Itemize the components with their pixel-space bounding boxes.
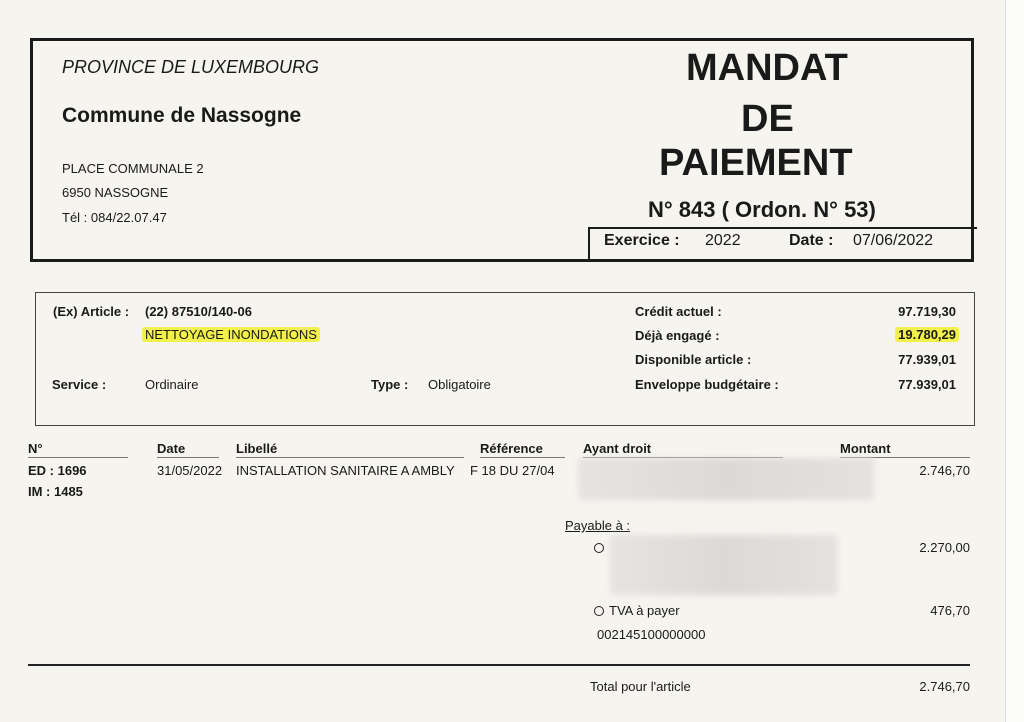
phone-number: Tél : 084/22.07.47 — [62, 210, 167, 225]
row-reference: F 18 DU 27/04 — [470, 463, 555, 478]
col-header-date: Date — [157, 441, 186, 456]
engage-label: Déjà engagé : — [635, 328, 720, 343]
col-header-ayant-droit: Ayant droit — [583, 441, 652, 456]
total-amount: 2.746,70 — [919, 679, 970, 694]
title-paiement: PAIEMENT — [659, 142, 853, 184]
tva-bullet-icon — [594, 606, 604, 616]
row-ed-number: ED : 1696 — [28, 463, 87, 478]
disponible-value: 77.939,01 — [898, 352, 956, 367]
credit-value: 97.719,30 — [898, 304, 956, 319]
service-value: Ordinaire — [145, 377, 199, 392]
service-label: Service : — [52, 377, 107, 392]
type-value: Obligatoire — [428, 377, 491, 392]
header-rule-date — [157, 457, 219, 458]
type-label: Type : — [371, 377, 409, 392]
tva-amount: 476,70 — [930, 603, 970, 618]
title-de: DE — [741, 98, 794, 140]
engage-value-highlight: 19.780,29 — [895, 327, 959, 342]
address-line-1: PLACE COMMUNALE 2 — [62, 161, 204, 176]
row-libelle: INSTALLATION SANITAIRE A AMBLY — [236, 463, 455, 478]
title-mandat: MANDAT — [686, 47, 848, 89]
payee-amount: 2.270,00 — [919, 540, 970, 555]
col-header-montant: Montant — [840, 441, 891, 456]
redacted-ayant-droit — [578, 458, 874, 500]
address-line-2: 6950 NASSOGNE — [62, 185, 169, 200]
province-name: PROVINCE DE LUXEMBOURG — [62, 57, 320, 77]
page-edge — [1005, 0, 1024, 722]
article-value: (22) 87510/140-06 — [145, 304, 252, 319]
date-value: 07/06/2022 — [853, 232, 934, 249]
payee-bullet-icon — [594, 543, 604, 553]
header-rule-reference — [480, 457, 565, 458]
article-label: (Ex) Article : — [53, 304, 130, 319]
header-rule-libelle — [236, 457, 464, 458]
col-header-reference: Référence — [480, 441, 543, 456]
tva-account: 002145100000000 — [597, 627, 706, 642]
exercice-value: 2022 — [705, 232, 741, 249]
commune-name: Commune de Nassogne — [62, 104, 302, 127]
row-date: 31/05/2022 — [157, 463, 223, 478]
row-im-number: IM : 1485 — [28, 484, 83, 499]
article-description — [142, 327, 320, 342]
exercice-label: Exercice : — [604, 232, 680, 249]
credit-label: Crédit actuel : — [635, 304, 722, 319]
col-header-libelle: Libellé — [236, 441, 278, 456]
payable-label: Payable à : — [565, 518, 631, 533]
header-rule-no — [28, 457, 128, 458]
total-label: Total pour l'article — [590, 679, 691, 694]
disponible-label: Disponible article : — [635, 352, 752, 367]
date-label: Date : — [789, 232, 834, 249]
tva-label: TVA à payer — [609, 603, 680, 618]
enveloppe-value: 77.939,01 — [898, 377, 956, 392]
row-montant: 2.746,70 — [919, 463, 970, 478]
col-header-no: N° — [28, 441, 43, 456]
enveloppe-label: Enveloppe budgétaire : — [635, 377, 779, 392]
redacted-payee — [610, 535, 838, 595]
total-rule — [28, 664, 970, 666]
article-description-highlight: NETTOYAGE INONDATIONS — [142, 327, 320, 342]
engage-value — [895, 327, 959, 342]
mandate-number: N° 843 ( Ordon. N° 53) — [648, 197, 876, 222]
